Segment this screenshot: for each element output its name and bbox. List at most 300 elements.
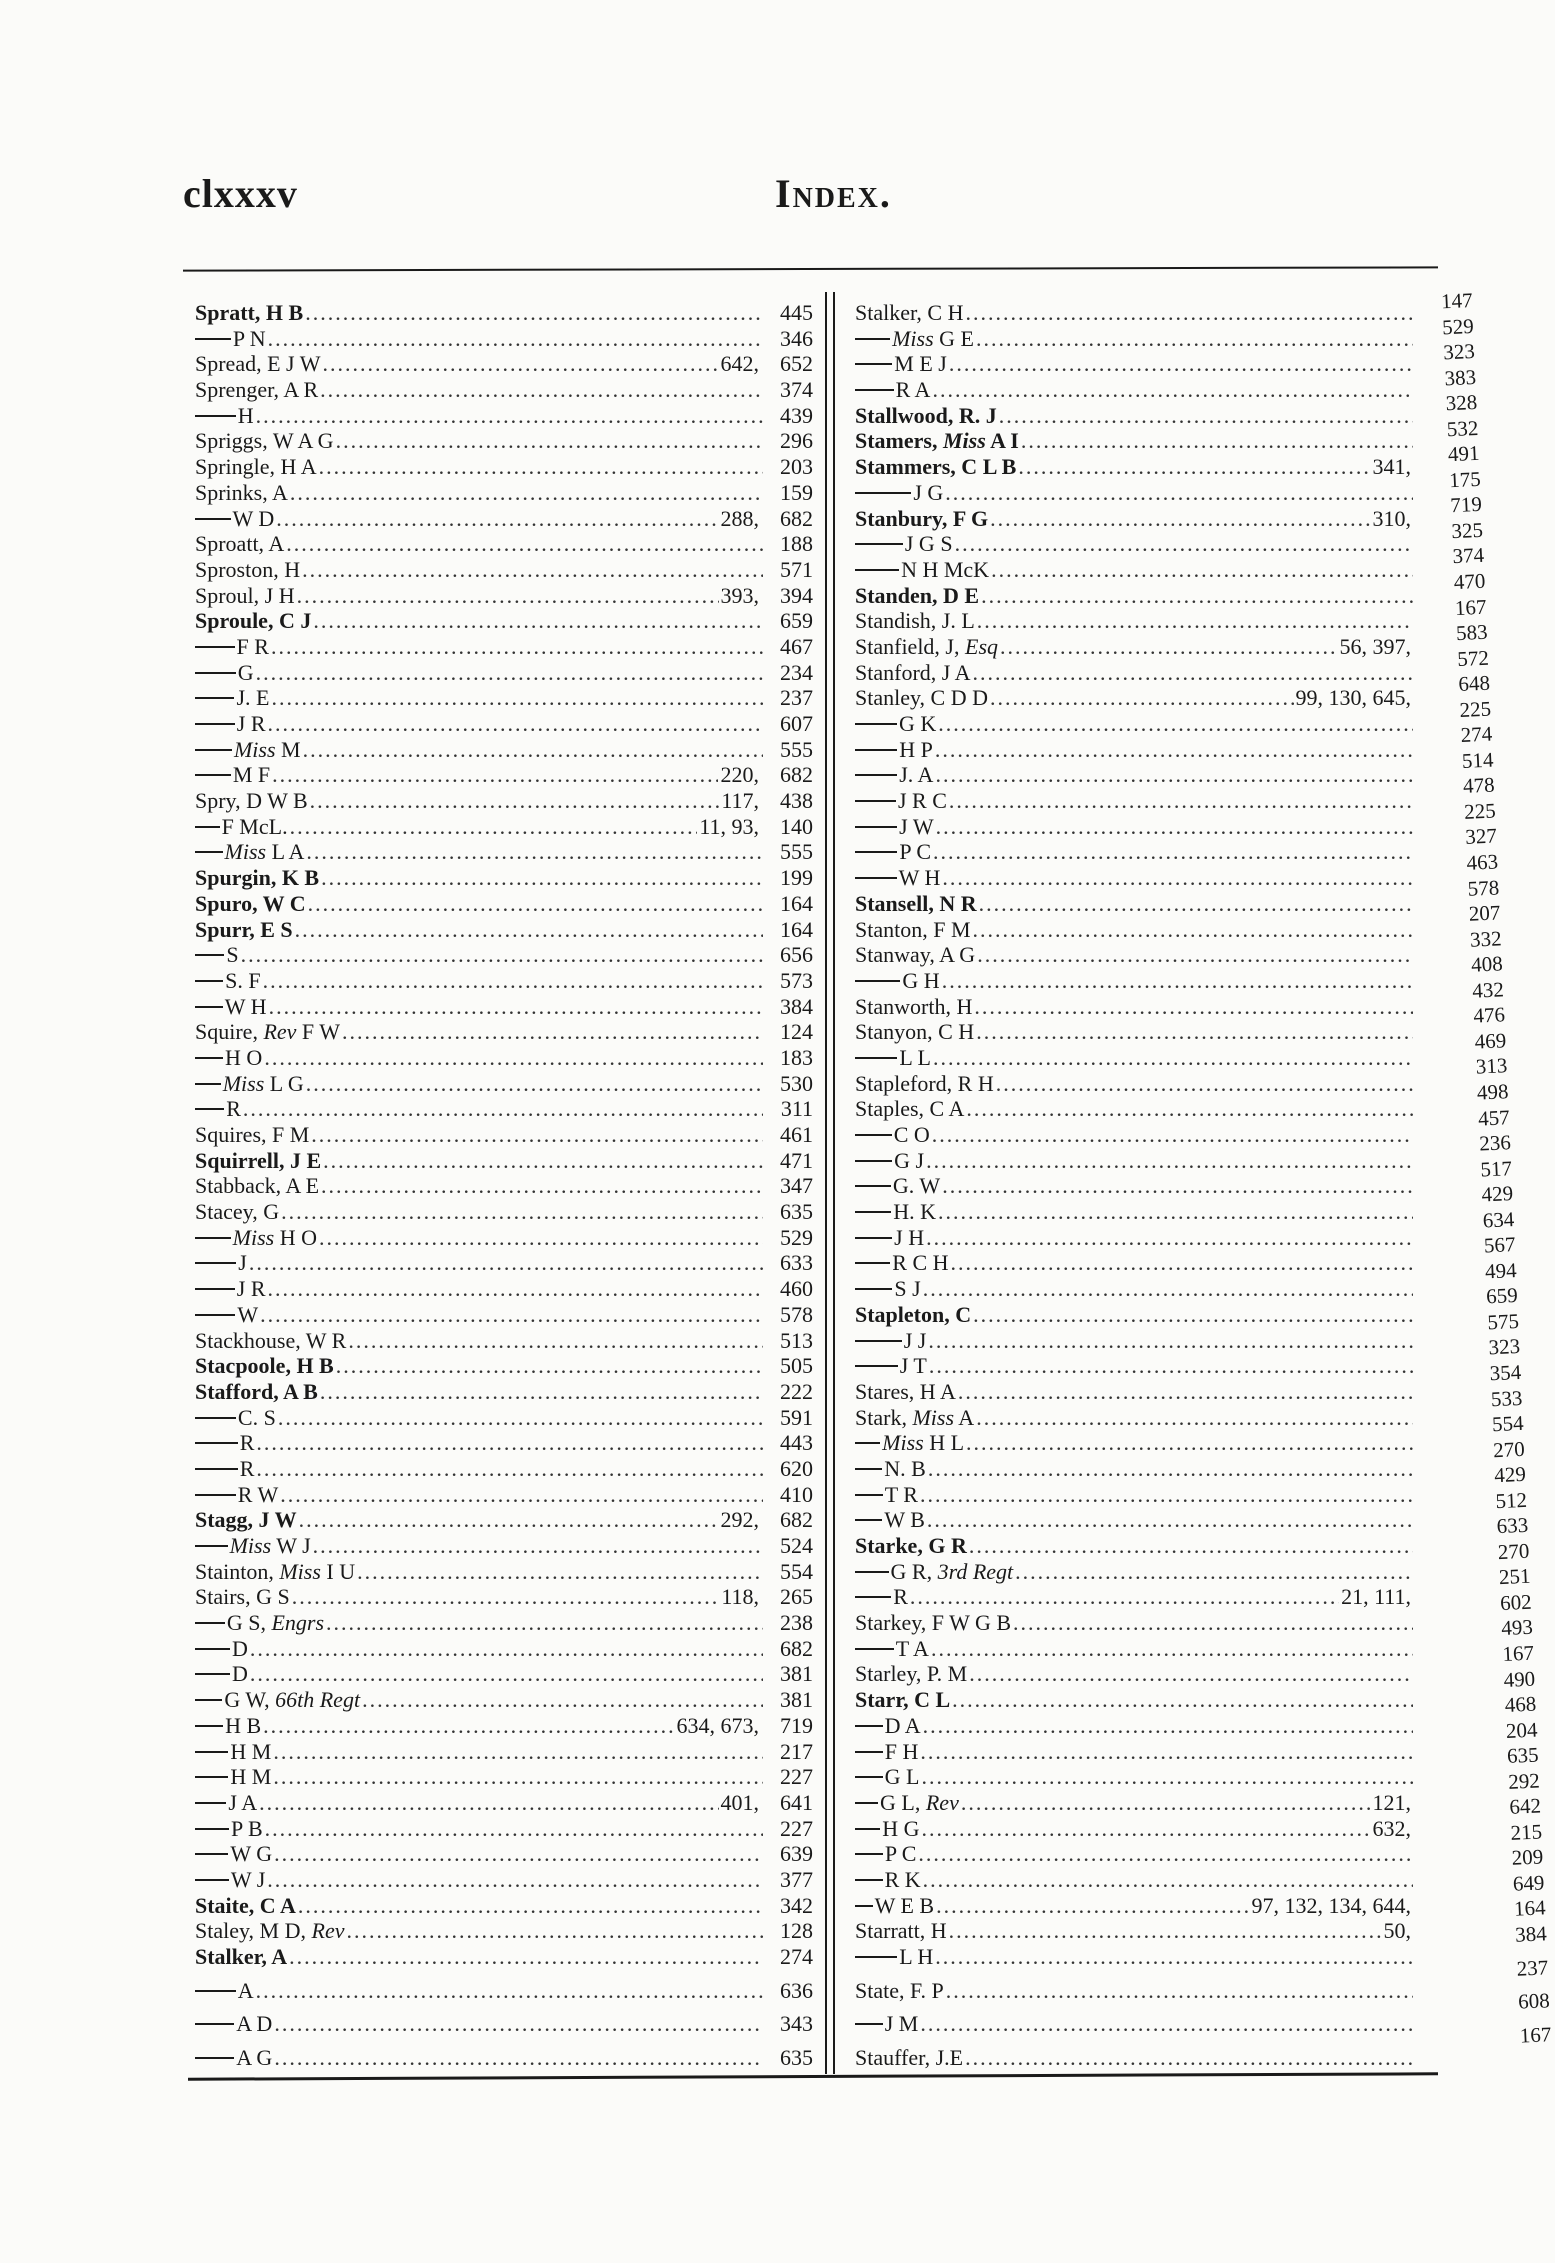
page-ref: 265	[780, 1584, 813, 1610]
page-ref: 635	[780, 1199, 813, 1225]
leader-dots	[942, 1173, 1413, 1199]
leader-dots	[320, 1379, 763, 1405]
ditto-dash	[855, 980, 900, 982]
leader-dots	[1015, 1559, 1413, 1585]
index-entry	[195, 377, 813, 403]
entry-name: A G	[236, 2045, 273, 2071]
entry-name: R	[239, 1455, 255, 1481]
index-entry	[195, 1482, 813, 1508]
index-entry	[195, 1019, 813, 1045]
page-ref: 620	[780, 1455, 813, 1481]
leader-dots	[348, 1328, 763, 1354]
index-entry	[195, 454, 813, 480]
leader-dots	[268, 326, 763, 352]
page-ref: 461	[780, 1122, 813, 1147]
page-ref: 328	[1445, 390, 1478, 416]
entry-name: Spurgin, K B	[195, 865, 320, 891]
page-ref: 635	[780, 2045, 813, 2071]
leader-dots	[290, 814, 698, 840]
page-ref: 237	[1516, 1954, 1549, 1981]
index-entry	[855, 891, 1415, 917]
leader-dots	[966, 1430, 1413, 1456]
leader-dots	[976, 1019, 1413, 1045]
ditto-dash	[855, 1185, 891, 1187]
leader-dots	[319, 1225, 763, 1251]
index-entry	[855, 942, 1415, 968]
extra-pages: 634, 673,	[676, 1712, 759, 1738]
ditto-dash	[855, 774, 897, 776]
leader-dots	[961, 1790, 1371, 1816]
entry-name: H M	[230, 1738, 272, 1764]
entry-name: G. W	[892, 1173, 941, 1199]
ditto-dash	[855, 1365, 898, 1367]
entry-name: P C	[884, 1841, 917, 1867]
extra-pages: 11, 93,	[699, 813, 759, 839]
index-entry	[195, 1867, 813, 1893]
leader-dots	[918, 1841, 1413, 1867]
index-entry	[195, 506, 813, 532]
leader-dots	[260, 1302, 763, 1328]
extra-pages: 118,	[721, 1584, 759, 1610]
entry-name: Stanfield, J, Esq	[855, 633, 998, 659]
page-ref: 659	[780, 608, 813, 634]
leader-dots	[945, 480, 1413, 506]
ditto-dash	[855, 1057, 897, 1059]
page-ref: 478	[1462, 772, 1496, 799]
index-entry	[855, 1978, 1415, 2004]
index-entry	[195, 1790, 813, 1816]
entry-name: R A	[895, 377, 931, 403]
leader-dots	[991, 557, 1413, 583]
ditto-dash	[195, 1673, 230, 1675]
column-divider	[825, 292, 827, 2074]
index-entry	[855, 711, 1415, 737]
entry-name: J T	[899, 1353, 927, 1379]
entry-name: Stammers, C L B	[855, 454, 1017, 480]
entry-name: L L	[899, 1044, 931, 1070]
page-ref: 204	[1505, 1717, 1538, 1743]
entry-name: Starkey, F W G B	[855, 1610, 1012, 1636]
page-ref: 490	[1503, 1666, 1536, 1692]
leader-dots	[264, 1045, 763, 1071]
entry-gap	[855, 2037, 1415, 2045]
ditto-dash	[855, 492, 911, 494]
leader-dots	[272, 762, 718, 788]
index-entry	[195, 1893, 813, 1919]
extra-pages: 642,	[720, 351, 759, 377]
page-ref: 270	[1492, 1436, 1526, 1462]
page-ref: 633	[780, 1250, 813, 1276]
ditto-dash	[855, 1776, 883, 1778]
leader-dots	[274, 2011, 763, 2037]
entry-name: J J	[903, 1327, 927, 1353]
leader-dots	[323, 1148, 763, 1174]
index-entry	[195, 1816, 813, 1842]
entry-name: W B	[884, 1507, 925, 1533]
leader-dots	[268, 711, 763, 737]
entry-name: G S, Engrs	[226, 1610, 325, 1636]
leader-dots	[949, 788, 1413, 814]
entry-name: Stanbury, F G	[855, 505, 989, 531]
page-ref: 164	[780, 916, 813, 942]
index-entry	[195, 1507, 813, 1533]
entry-name: Stanway, A G	[855, 942, 976, 968]
ditto-dash	[195, 1699, 222, 1701]
ditto-dash	[855, 749, 897, 751]
index-entry	[855, 1790, 1415, 1816]
index-entry	[195, 1456, 813, 1482]
page-ref: 292	[1507, 1768, 1541, 1794]
index-entry	[855, 1302, 1415, 1328]
leader-dots	[268, 1276, 763, 1302]
ditto-dash	[195, 697, 234, 699]
leader-dots	[979, 891, 1413, 917]
entry-name: Staley, M D, Rev	[195, 1918, 345, 1944]
leader-dots	[243, 1096, 763, 1122]
leader-dots	[966, 300, 1414, 326]
extra-pages: 50,	[1383, 1918, 1411, 1944]
ditto-dash	[855, 1134, 892, 1136]
index-entry	[855, 377, 1415, 403]
entry-name: Spriggs, W A G	[195, 428, 334, 454]
ditto-dash	[195, 954, 224, 956]
leader-dots	[271, 685, 763, 711]
index-entry	[855, 2045, 1415, 2071]
page-ref: 608	[1517, 1988, 1551, 2014]
page-ref: 493	[1500, 1615, 1534, 1641]
ditto-dash	[195, 723, 235, 725]
page-ref: 225	[1463, 798, 1497, 824]
entry-name: J R	[236, 1276, 266, 1302]
leader-dots	[935, 1944, 1413, 1970]
leader-dots	[256, 1456, 763, 1482]
leader-dots	[263, 1713, 674, 1739]
leader-dots	[313, 608, 763, 634]
page-ref: 512	[1494, 1487, 1528, 1513]
entry-name: J H	[894, 1224, 925, 1250]
page-ref: 432	[1471, 977, 1505, 1003]
entry-name: Stanton, F M	[855, 916, 971, 942]
entry-name: Stafford, A B	[195, 1378, 318, 1404]
index-entry	[855, 1071, 1415, 1097]
page-ref: 439	[780, 402, 813, 428]
leader-dots	[280, 1482, 763, 1508]
page-ref: 188	[780, 531, 813, 557]
ditto-dash	[855, 543, 903, 545]
index-entry	[195, 608, 813, 634]
entry-name: Stanyon, C H	[855, 1019, 975, 1045]
entry-name: Stallwood, R. J	[855, 402, 997, 428]
ditto-dash	[195, 1083, 221, 1085]
entry-name: P C	[899, 839, 931, 865]
ditto-dash	[195, 1622, 225, 1624]
page-ref: 505	[780, 1353, 813, 1379]
ditto-dash	[195, 1057, 223, 1059]
leader-dots	[326, 1610, 763, 1636]
index-entry	[855, 1893, 1415, 1919]
entry-name: P N	[232, 325, 266, 351]
leader-dots	[297, 583, 719, 609]
leader-dots	[973, 917, 1413, 943]
entry-name: Spread, E J W	[195, 351, 321, 377]
top-rule	[183, 266, 1438, 271]
index-entry	[855, 1559, 1415, 1585]
page-ref: 167	[1519, 2021, 1552, 2048]
entry-name: J R	[236, 711, 266, 736]
leader-dots	[319, 454, 763, 480]
page-ref: 514	[1461, 747, 1494, 773]
ditto-dash	[195, 1725, 223, 1727]
column-divider	[833, 292, 835, 2074]
entry-name: R C H	[892, 1250, 949, 1276]
leader-dots	[342, 1019, 763, 1045]
ditto-dash	[855, 877, 897, 879]
entry-name: N. B	[884, 1455, 926, 1481]
leader-dots	[920, 1739, 1413, 1765]
leader-dots	[952, 1687, 1413, 1713]
leader-dots	[973, 1302, 1413, 1328]
page-ref: 642	[1508, 1793, 1542, 1820]
index-entry	[855, 1867, 1415, 1893]
ditto-dash	[855, 1160, 892, 1162]
ditto-dash	[195, 826, 220, 828]
entry-name: G L, Rev	[880, 1789, 959, 1815]
page-ref: 652	[780, 351, 813, 377]
leader-dots	[336, 428, 763, 454]
page-ref: 311	[780, 1096, 813, 1122]
entry-name: Sproatt, A	[195, 531, 285, 557]
entry-gap	[855, 1970, 1415, 1978]
leader-dots	[256, 403, 763, 429]
leader-dots	[306, 839, 763, 865]
index-entry	[855, 1918, 1415, 1944]
leader-dots	[321, 1173, 763, 1199]
leader-dots	[922, 1816, 1371, 1842]
leader-dots	[298, 1893, 763, 1919]
index-entry	[855, 1430, 1415, 1456]
entry-name: G R, 3rd Regt	[890, 1558, 1014, 1584]
page-ref: 491	[1447, 441, 1480, 467]
leader-dots	[928, 1328, 1413, 1354]
index-entry	[855, 1353, 1415, 1379]
index-entry	[855, 1584, 1415, 1610]
page-ref: 408	[1470, 951, 1504, 977]
entry-name: G W, 66th Regt	[224, 1687, 361, 1713]
index-entry	[855, 557, 1415, 583]
leader-dots	[921, 1764, 1413, 1790]
index-entry	[195, 1405, 813, 1431]
entry-name: D	[232, 1635, 248, 1661]
entry-name: J	[238, 1250, 247, 1276]
index-entry	[195, 351, 813, 377]
ditto-dash	[855, 363, 892, 365]
page-ref: 429	[1481, 1181, 1514, 1207]
ditto-dash	[855, 851, 897, 853]
leader-dots	[1000, 634, 1338, 660]
leader-dots	[256, 660, 763, 686]
index-entry	[855, 428, 1415, 454]
index-entry	[855, 1173, 1415, 1199]
right-index-column	[855, 300, 1415, 2071]
page-ref: 529	[780, 1224, 813, 1250]
entry-name: Springle, H A	[195, 454, 317, 480]
index-entry	[195, 762, 813, 788]
page-ref: 468	[1504, 1691, 1537, 1718]
leader-dots	[933, 1045, 1413, 1071]
entry-name: G J	[894, 1147, 925, 1173]
entry-name: Starley, P. M	[855, 1661, 968, 1687]
ditto-dash	[195, 851, 223, 853]
index-entry	[195, 326, 813, 352]
extra-pages: 121,	[1372, 1789, 1411, 1815]
leader-dots	[321, 865, 763, 891]
page-ref: 234	[780, 659, 813, 685]
page-ref: 682	[780, 1635, 813, 1661]
page-ref: 555	[780, 839, 813, 865]
ditto-dash	[855, 2023, 883, 2025]
page-ref: 494	[1484, 1257, 1518, 1284]
entry-name: S. F	[225, 967, 261, 993]
page-ref: 343	[780, 2011, 813, 2037]
index-entry	[195, 634, 813, 660]
page-ref: 217	[780, 1738, 813, 1764]
entry-name: State, F. P	[855, 1977, 944, 2003]
entry-name: Stamers, Miss A I	[855, 428, 1019, 454]
page-ref: 656	[780, 942, 813, 968]
index-entry	[855, 917, 1415, 943]
page-ref: 457	[1477, 1104, 1511, 1131]
page-ref: 354	[1489, 1359, 1522, 1386]
index-entry	[195, 1045, 813, 1071]
extra-pages: 310,	[1372, 505, 1411, 531]
index-entry	[195, 711, 813, 737]
index-entry	[195, 1276, 813, 1302]
ditto-dash	[855, 1340, 902, 1342]
right-page-numbers	[1428, 288, 1552, 2049]
index-entry	[855, 865, 1415, 891]
index-entry	[855, 1096, 1415, 1122]
ditto-dash	[855, 1571, 889, 1573]
entry-name: H M	[230, 1764, 272, 1790]
index-entry	[855, 762, 1415, 788]
entry-name: J R C	[898, 788, 947, 814]
index-entry	[195, 1302, 813, 1328]
index-entry	[195, 557, 813, 583]
index-entry	[855, 1379, 1415, 1405]
index-entry	[195, 660, 813, 686]
index-entry	[855, 839, 1415, 865]
entry-name: Miss M	[233, 736, 301, 762]
entry-name: S	[226, 942, 239, 968]
leader-dots	[362, 1687, 763, 1713]
page-ref: 719	[780, 1712, 813, 1738]
entry-name: Stanworth, H	[855, 993, 973, 1019]
ditto-dash	[855, 1905, 873, 1907]
page-ref: 469	[1474, 1028, 1507, 1054]
index-entry	[195, 1250, 813, 1276]
entry-name: G L	[884, 1764, 920, 1790]
ditto-dash	[195, 1828, 229, 1830]
entry-name: Stalker, C H	[855, 300, 964, 325]
entry-name: Stairs, G S	[195, 1584, 290, 1610]
page-ref: 274	[1460, 721, 1493, 748]
entry-name: Sprinks, A	[195, 479, 288, 505]
page-ref: 313	[1475, 1053, 1508, 1080]
entry-name: F McL.	[221, 813, 288, 839]
leader-dots	[977, 608, 1413, 634]
leader-dots	[973, 660, 1414, 686]
page-ref: 648	[1457, 670, 1491, 697]
leader-dots	[938, 1199, 1413, 1225]
page-ref: 374	[780, 377, 813, 403]
ditto-dash	[195, 1006, 223, 1008]
leader-dots	[271, 634, 763, 660]
page-ref: 555	[780, 736, 813, 762]
index-entry	[195, 917, 813, 943]
page-ref: 602	[1499, 1589, 1533, 1615]
leader-dots	[990, 506, 1370, 532]
page-ref: 167	[1454, 594, 1487, 620]
page-ref: 346	[780, 325, 813, 351]
page-ref: 327	[1464, 823, 1498, 850]
page-ref: 381	[780, 1687, 813, 1713]
leader-dots	[927, 1507, 1413, 1533]
leader-dots	[305, 300, 763, 326]
entry-name: C O	[893, 1122, 930, 1147]
leader-dots	[923, 1867, 1413, 1893]
page-ref: 575	[1486, 1308, 1520, 1335]
entry-name: Starr, C L	[855, 1687, 951, 1713]
entry-name: Squirrell, J E	[195, 1147, 322, 1173]
page-ref: 227	[780, 1764, 813, 1790]
leader-dots	[292, 1584, 720, 1610]
index-entry	[195, 403, 813, 429]
page-ref: 636	[780, 1977, 813, 2003]
page-ref: 342	[780, 1892, 813, 1918]
entry-name: H O	[225, 1044, 263, 1070]
index-entry	[855, 685, 1415, 711]
ditto-dash	[855, 1468, 882, 1470]
leader-dots	[289, 1944, 763, 1970]
leader-dots	[910, 1584, 1339, 1610]
index-entry	[855, 1816, 1415, 1842]
ditto-dash	[195, 1494, 236, 1496]
entry-name: G K	[898, 711, 937, 736]
page-ref: 410	[780, 1481, 813, 1507]
page-ref: 471	[780, 1147, 813, 1173]
ditto-dash	[855, 1853, 883, 1855]
leader-dots	[303, 737, 763, 763]
entry-name: A D	[236, 2011, 273, 2037]
index-entry	[855, 788, 1415, 814]
index-entry	[855, 1687, 1415, 1713]
page-ref: 445	[780, 300, 813, 325]
leader-dots	[928, 1456, 1413, 1482]
entry-name: T A	[895, 1635, 929, 1661]
leader-dots	[935, 762, 1413, 788]
leader-dots	[949, 1918, 1382, 1944]
entry-name: G	[237, 659, 254, 685]
index-entry	[855, 968, 1415, 994]
page-ref: 270	[1497, 1538, 1530, 1564]
ditto-dash	[195, 1648, 230, 1650]
entry-name: W H	[898, 865, 941, 891]
leader-dots	[267, 1867, 763, 1893]
entry-name: Stabback, A E	[195, 1173, 320, 1199]
entry-name: Miss G E	[892, 325, 974, 351]
page-ref: 227	[780, 1815, 813, 1841]
ditto-dash	[855, 569, 899, 571]
